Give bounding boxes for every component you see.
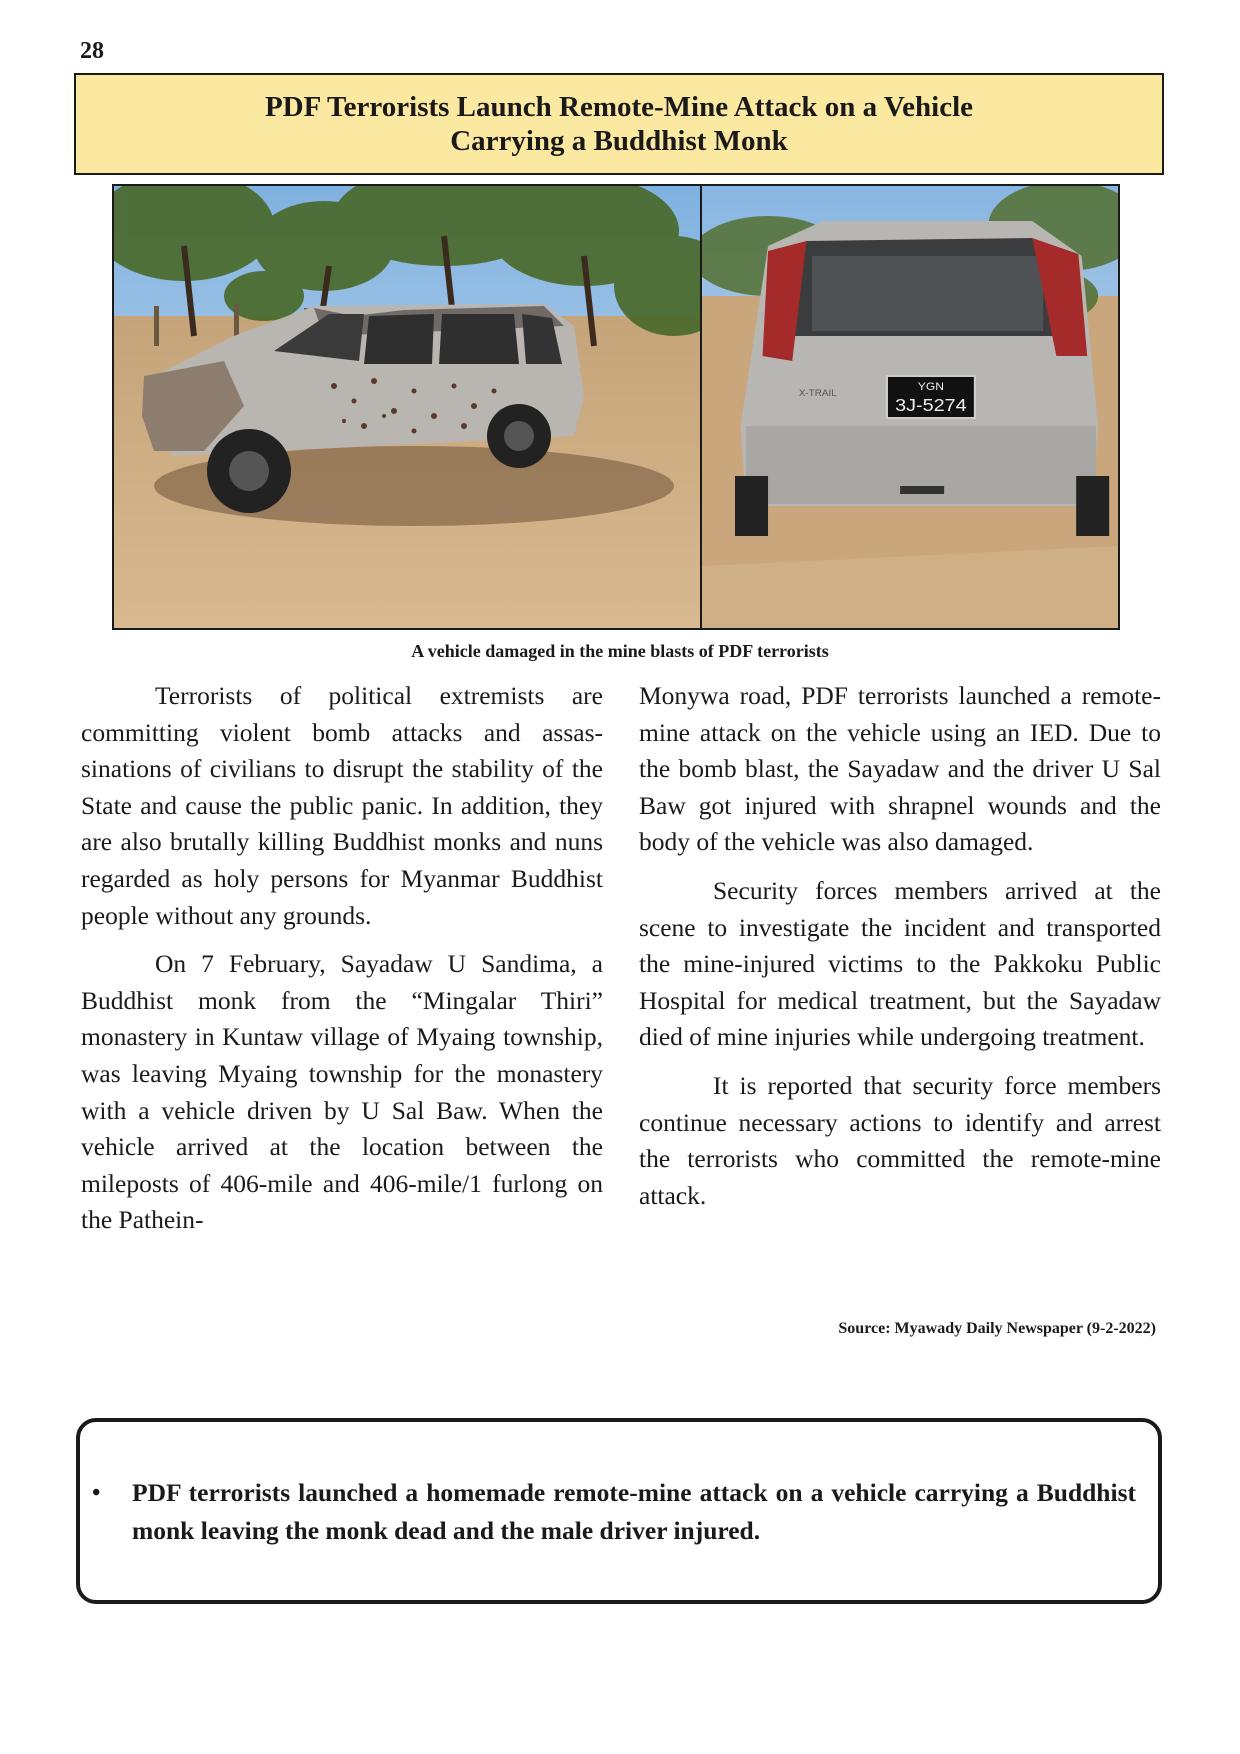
- paragraph-follow-up: It is reported that security force members continue necessary actions to identify and arrest the terrorists who committed the remote-mine attack.: [639, 1070, 1161, 1210]
- title-banner: [74, 73, 1164, 175]
- paragraph-security-forces: Security forces members arrived at the scene to investigate the incident and transported the mine-injured victims to the Pakkoku Public Hospital for medical treatment, but the Sayadaw died of mine injuries while undergoing treatment.: [639, 875, 1161, 1052]
- page-number: 28: [80, 38, 104, 64]
- summary-item: [92, 1474, 1136, 1550]
- plate-region-text: YGN: [917, 381, 945, 393]
- summary-text: PDF terrorists launched a homemade remote-mine attack on a vehicle carrying a Buddhist monk leaving the monk dead and the male driver injured.: [132, 1478, 1136, 1545]
- damaged-vehicle-side-photo: [114, 186, 700, 628]
- damaged-vehicle-rear-image: [702, 186, 1118, 628]
- left-column: [81, 678, 603, 1251]
- bullet-icon: •: [92, 1480, 101, 1506]
- paragraph-incident: On 7 February, Sayadaw U Sandima, a Buddhist monk from the “Mingalar Thiri” monastery in Kuntaw village of Myaing township, was leaving Myaing township for the monastery with a vehicle driven by U Sal Baw. When the vehicle arrived at the location between the mileposts of 406-mile and 406-mile/1 furlong on the Pathein-: [81, 949, 603, 1235]
- summary-box: [76, 1418, 1162, 1604]
- photo-frame: [112, 184, 1120, 630]
- photo-caption: A vehicle damaged in the mine blasts of PDF terrorists: [411, 641, 829, 661]
- damaged-vehicle-side-image: [114, 186, 700, 628]
- source-citation: Source: Myawady Daily Newspaper (9-2-2022): [838, 1320, 1156, 1337]
- damaged-vehicle-rear-photo: [702, 186, 1118, 628]
- car-badge-text: X-TRAIL: [798, 388, 837, 399]
- title-line-2: Carrying a Buddhist Monk: [450, 125, 788, 157]
- right-column: [639, 678, 1161, 1226]
- title-line-1: PDF Terrorists Launch Remote-Mine Attack on a Vehicle: [264, 91, 974, 123]
- plate-number-text: 3J-5274: [895, 395, 967, 416]
- paragraph-intro: Terrorists of political extremists are committing violent bomb attacks and assassinations of civilians to disrupt the stability of the State and cause the public panic. In addition, they are also brutally killing Buddhist monks and nuns regarded as holy persons for Myanmar Buddhist people without any grounds.: [81, 681, 603, 930]
- paragraph-incident-continued: Monywa road, PDF terrorists launched a remote-mine attack on the vehicle using an IED. Due to the bomb blast, the Sayadaw and the driver U Sal Baw got injured with shrapnel wounds and the body of the vehicle was also damaged.: [639, 681, 1161, 857]
